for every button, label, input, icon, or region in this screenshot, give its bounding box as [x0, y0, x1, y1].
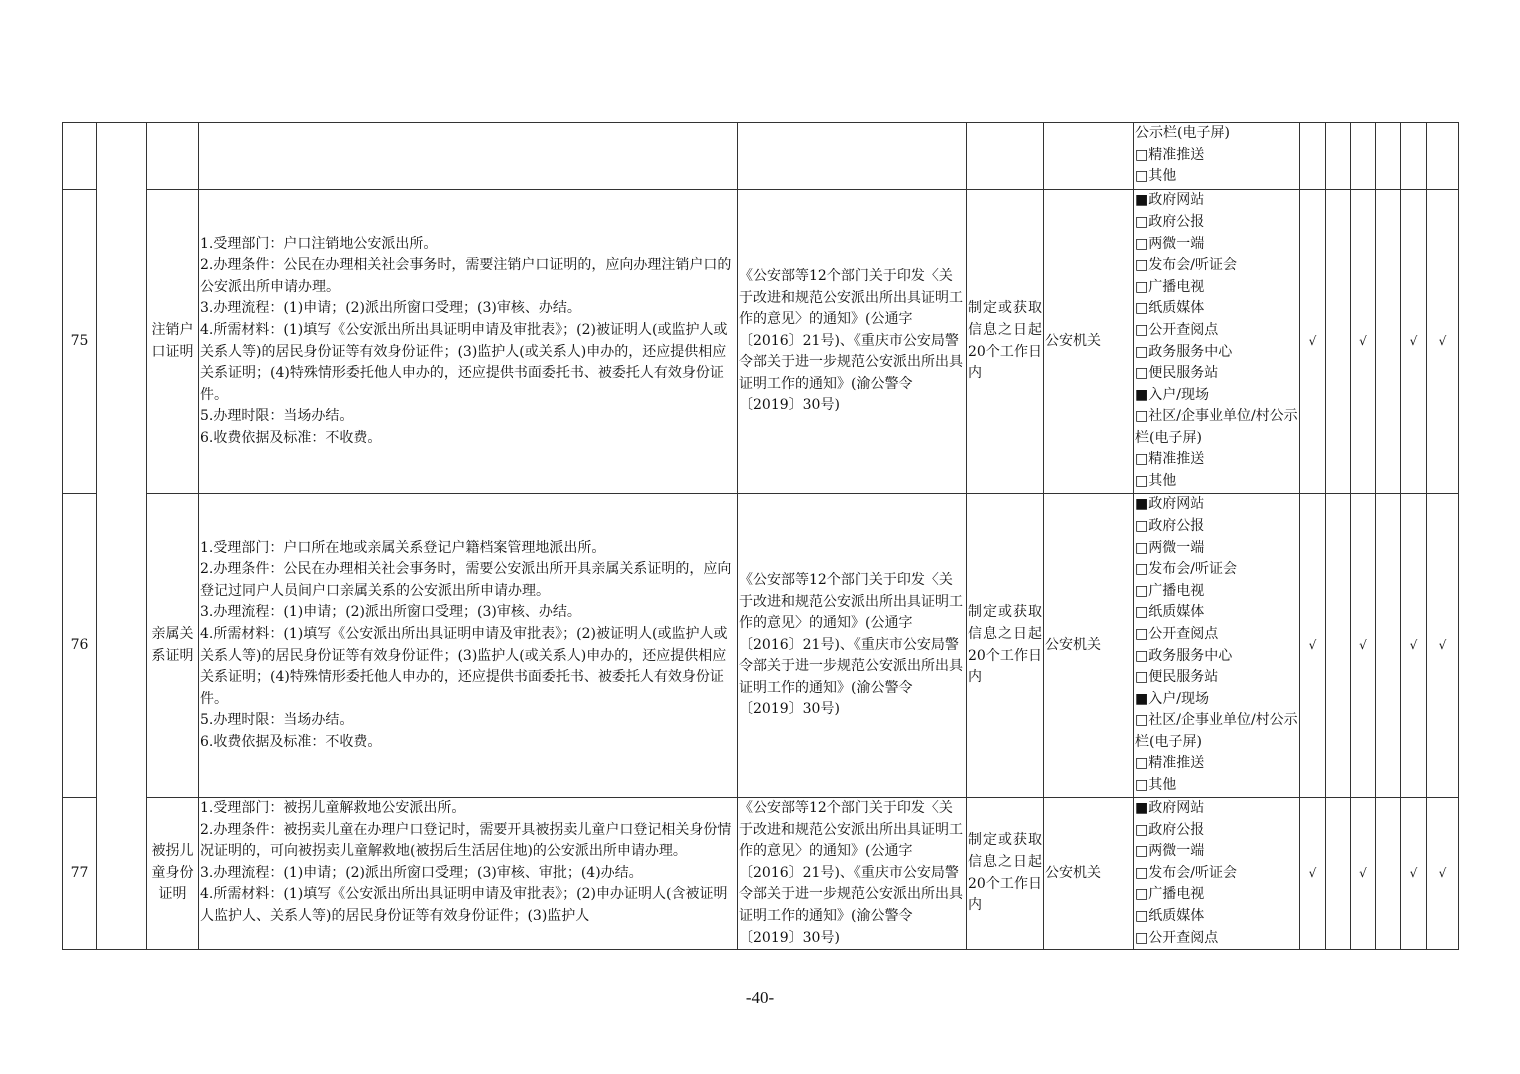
- check-mark: [1326, 798, 1351, 950]
- check-mark: √: [1427, 798, 1459, 950]
- check-mark: √: [1351, 190, 1376, 494]
- table-row: [63, 190, 1459, 494]
- check-mark: √: [1401, 494, 1427, 798]
- legal-basis: 《公安部等12个部门关于印发〈关于改进和规范公安派出所出具证明工作的意见〉的通知》(公通字〔2016〕21号)、《重庆市公安局警令部关于进一步规范公安派出所出具证明工作的通知》(渝公警令〔2019〕30号): [738, 190, 967, 494]
- disclosure-subject: 公安机关: [1044, 190, 1134, 494]
- check-mark: √: [1300, 190, 1326, 494]
- time-limit: 制定或获取信息之日起20个工作日内: [967, 190, 1044, 494]
- check-mark: √: [1401, 798, 1427, 950]
- check-mark: √: [1300, 798, 1326, 950]
- channels-cell: ■政府网站 □政府公报 □两微一端 □发布会/听证会 □广播电视 □纸质媒体 □公开查阅点 □政务服务中心 □便民服务站 ■入户/现场 □社区/企事业单位/村公示栏(电子屏) □精准推送 □其他: [1134, 190, 1300, 494]
- item-name: 注销户口证明: [147, 190, 199, 494]
- item-name: 被拐儿童身份证明: [147, 798, 199, 950]
- row-number: 76: [63, 494, 97, 798]
- legal-basis: 《公安部等12个部门关于印发〈关于改进和规范公安派出所出具证明工作的意见〉的通知》(公通字〔2016〕21号)、《重庆市公安局警令部关于进一步规范公安派出所出具证明工作的通知》(渝公警令〔2019〕30号): [738, 494, 967, 798]
- check-mark: √: [1427, 190, 1459, 494]
- row-number: 77: [63, 798, 97, 950]
- check-mark: √: [1427, 494, 1459, 798]
- check-mark: √: [1351, 798, 1376, 950]
- item-content: 1.受理部门：户口注销地公安派出所。 2.办理条件：公民在办理相关社会事务时，需要注销户口证明的，应向办理注销户口的公安派出所申请办理。 3.办理流程：(1)申请；(2)派出所窗口受理；(3)审核、办结。 4.所需材料：(1)填写《公安派出所出具证明申请及审批表》；(2)被证明人(或监护人或关系人等)的居民身份证等有效身份证件；(3)监护人(或关系人)申办的，还应提供相应关系证明；(4)特殊情形委托他人申办的，还应提供书面委托书、被委托人有效身份证件。 5.办理时限：当场办结。 6.收费依据及标准：不收费。: [199, 190, 738, 494]
- check-mark: [1376, 798, 1401, 950]
- disclosure-subject: 公安机关: [1044, 798, 1134, 950]
- item-name: 亲属关系证明: [147, 494, 199, 798]
- table-row: [63, 798, 1459, 950]
- category-cell: [97, 123, 147, 950]
- channels-cell: ■政府网站 □政府公报 □两微一端 □发布会/听证会 □广播电视 □纸质媒体 □公开查阅点: [1134, 798, 1300, 950]
- page-number: -40-: [745, 988, 775, 1007]
- check-mark: √: [1300, 494, 1326, 798]
- legal-basis: 《公安部等12个部门关于印发〈关于改进和规范公安派出所出具证明工作的意见〉的通知》(公通字〔2016〕21号)、《重庆市公安局警令部关于进一步规范公安派出所出具证明工作的通知》(渝公警令〔2019〕30号): [738, 798, 967, 950]
- row-number: 75: [63, 190, 97, 494]
- item-content: 1.受理部门：被拐儿童解救地公安派出所。 2.办理条件：被拐卖儿童在办理户口登记时，需要开具被拐卖儿童户口登记相关身份情况证明的，可向被拐卖儿童解救地(被拐后生活居住地)的公安派出所申请办理。 3.办理流程：(1)申请；(2)派出所窗口受理；(3)审核、审批；(4)办结。 4.所需材料：(1)填写《公安派出所出具证明申请及审批表》；(2)申办证明人(含被证明人监护人、关系人等)的居民身份证等有效身份证件；(3)监护人: [199, 798, 738, 950]
- check-mark: [1376, 190, 1401, 494]
- check-mark: [1326, 190, 1351, 494]
- channels-cell: 公示栏(电子屏) □精准推送 □其他: [1134, 123, 1300, 190]
- table-row-continued: [63, 123, 1459, 190]
- table-row: [63, 494, 1459, 798]
- disclosure-table: [62, 122, 1459, 950]
- check-mark: √: [1401, 190, 1427, 494]
- time-limit: 制定或获取信息之日起20个工作日内: [967, 798, 1044, 950]
- check-mark: √: [1351, 494, 1376, 798]
- check-mark: [1376, 494, 1401, 798]
- time-limit: 制定或获取信息之日起20个工作日内: [967, 494, 1044, 798]
- check-mark: [1326, 494, 1351, 798]
- item-content: 1.受理部门：户口所在地或亲属关系登记户籍档案管理地派出所。 2.办理条件：公民在办理相关社会事务时，需要公安派出所开具亲属关系证明的，应向登记过同户人员间户口亲属关系的公安派出所申请办理。 3.办理流程：(1)申请；(2)派出所窗口受理；(3)审核、办结。 4.所需材料：(1)填写《公安派出所出具证明申请及审批表》；(2)被证明人(或监护人或关系人等)的居民身份证等有效身份证件；(3)监护人(或关系人)申办的，还应提供相应关系证明；(4)特殊情形委托他人申办的，还应提供书面委托书、被委托人有效身份证件。 5.办理时限：当场办结。 6.收费依据及标准：不收费。: [199, 494, 738, 798]
- disclosure-subject: 公安机关: [1044, 494, 1134, 798]
- channels-cell: ■政府网站 □政府公报 □两微一端 □发布会/听证会 □广播电视 □纸质媒体 □公开查阅点 □政务服务中心 □便民服务站 ■入户/现场 □社区/企事业单位/村公示栏(电子屏) □精准推送 □其他: [1134, 494, 1300, 798]
